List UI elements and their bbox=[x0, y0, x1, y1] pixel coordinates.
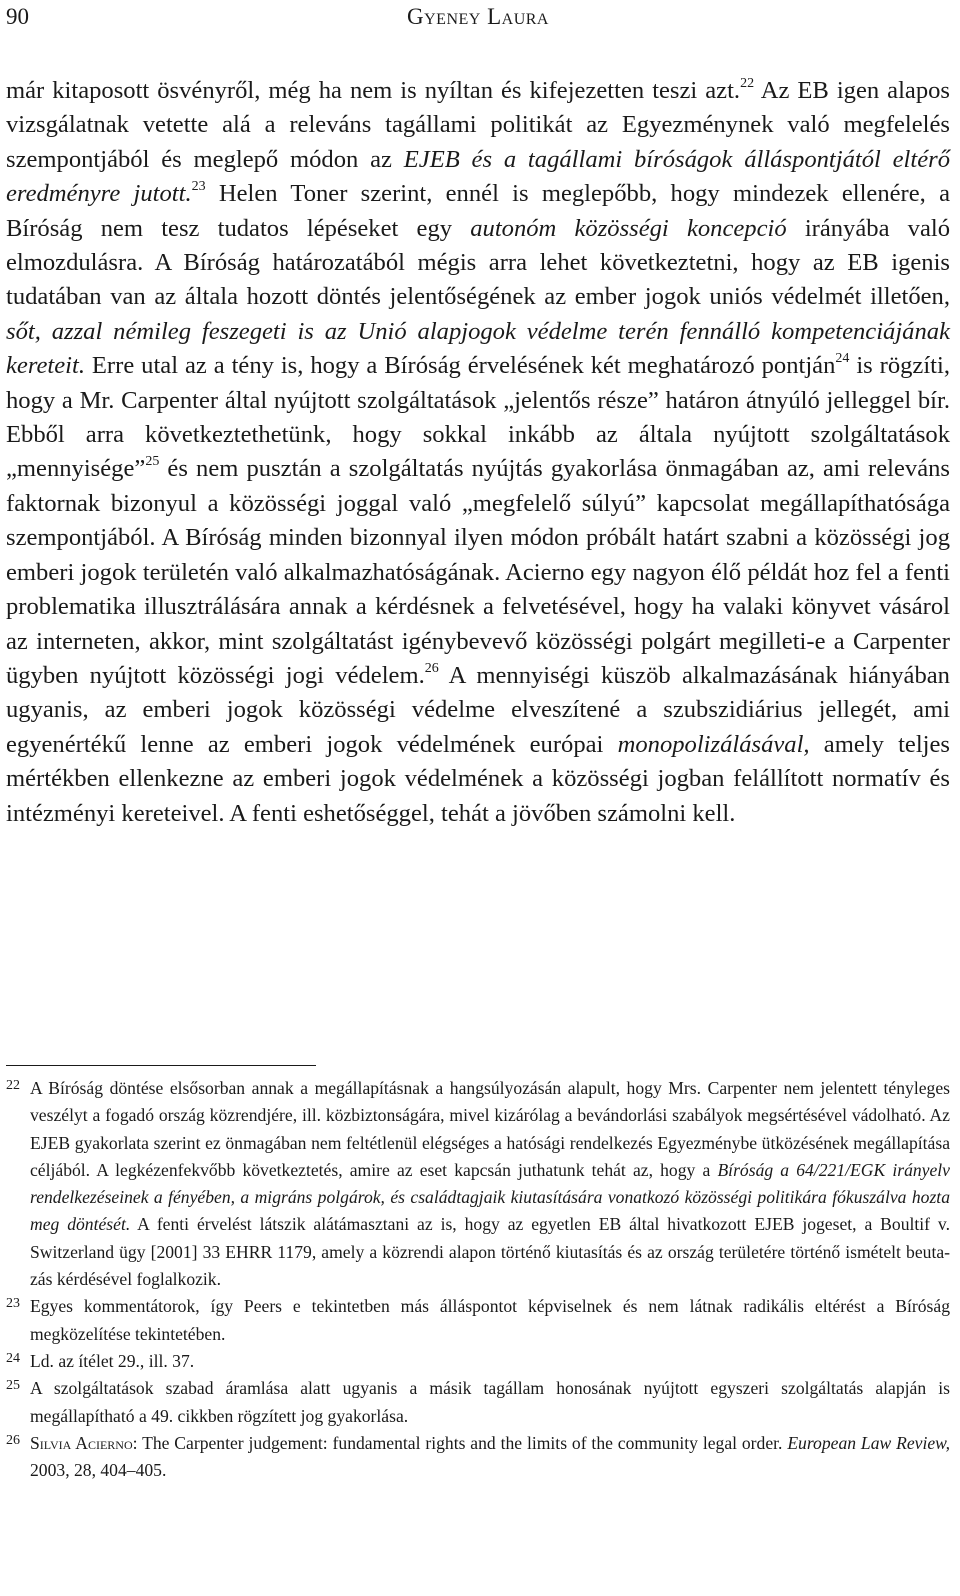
body-text: és nem pusztán a szolgáltatás nyújtás gyakorlása önmagában az, ami releváns faktornak bizonyul a közösségi joggal való „megfelelő súlyú” kapcsolat megállapíthatósága szempontjából. A Bíróság minden bizonnyal ilyen módon próbált határt szabni a közösségi jog emberi jogok területén való alkalmazhatóságának. Acierno egy nagyon élő példát hoz fel a fenti problematika illusztrálására annak a kérdésnek a felvetésével, hogy ha valaki könyvet vásárol az interneten, akkor, mint szolgáltatást igénybevevő közösségi polgárt megilleti-e a Carpenter ügyben nyújtott közösségi jogi védelem. bbox=[6, 455, 950, 689]
body-italic: sőt, azzal némileg feszegeti is az Unió alapjogok védelme terén fennálló kompetenciájának kereteit. bbox=[6, 317, 950, 380]
footnote-ref-24: 24 bbox=[835, 351, 850, 367]
footnotes bbox=[6, 1075, 950, 1484]
footnote-text: 2003, 28, 404–405. bbox=[30, 1460, 167, 1481]
footnote-text: Egyes kommentátorok, így Peers e tekintetben más álláspontot képviselnek és nem látnak radikális eltérést a Bíróság megközelítése tekintetében. bbox=[30, 1296, 950, 1344]
page-header bbox=[6, 4, 950, 40]
footnote-23 bbox=[6, 1293, 950, 1348]
body-italic: EJEB és a tagállami bíróságok álláspontjától eltérő eredményre jutott. bbox=[6, 145, 951, 208]
footnote-number: 24 bbox=[6, 1350, 20, 1366]
footnote-number: 22 bbox=[6, 1078, 20, 1093]
body-text: amely teljes mértékben ellenkezne az emberi jogok védelmének a közösségi jogban felállított normatív és intézményi kereteivel. A fenti eshetőséggel, tehát a jövőben számolni kell. bbox=[6, 730, 950, 827]
footnote-ref-26: 26 bbox=[424, 660, 439, 676]
body-text: irányába való elmozdulásra. A Bíróság határozatából mégis arra lehet következtetni, hogy az EB igenis tudatában van az általa hozott döntés jelentőségének az ember jogok uniós védelmét illetően, bbox=[6, 214, 951, 311]
body-text: Erre utal az a tény is, hogy a Bíróság érvelésének két meghatározó pontján bbox=[84, 352, 836, 380]
body-text: Az EB igen alapos vizsgálatnak vetette alá a releváns tagállami politikát az Egyezménynek való megfelelés szempontjából és meglepő módon az bbox=[6, 77, 951, 173]
footnote-26 bbox=[6, 1430, 950, 1485]
footnote-ref-23: 23 bbox=[191, 179, 206, 195]
footnote-italic: Bíróság a 64/221/EGK irányelv rendelkezéseinek a fényében, a migráns polgárok, és családtagjaik kiutasítására vonatkozó közösségi politikára fókuszálva hozta meg döntését. bbox=[30, 1159, 950, 1235]
footnote-22 bbox=[6, 1075, 950, 1293]
page-number: 90 bbox=[6, 4, 29, 29]
running-head: Gyeney Laura bbox=[407, 4, 549, 29]
footnote-text: : The Carpenter judgement: fundamental rights and the limits of the community legal order. bbox=[132, 1432, 788, 1453]
body-text: Helen Toner szerint, ennél is meglepőbb, hogy mindezek ellenére, a Bíróság nem tesz tudatos lépéseket egy bbox=[6, 180, 950, 242]
footnote-ref-25: 25 bbox=[145, 454, 160, 470]
footnote-text: A Bíróság döntése elsősorban annak a megállapításnak a hangsúlyozásán alapult, hogy Mrs. Carpenter nem jelentett tényleges veszélyt a fogadó ország közrendjére, ill. közbiztonságára, mivel kizárólag a bevándorlási szabályok megsértésével vádolható. Az EJEB gyakorlata szerint ez önmagában nem feltétlenül elégséges a hatósági rendelkezés Egyezménybe ütközésének megállapítása céljából. A legkézenfekvőbb következtetés, amire az eset kapcsán juthatunk tehát az, hogy a bbox=[30, 1078, 950, 1180]
body-italic: monopolizálásával, bbox=[617, 730, 810, 758]
footnote-text: Ld. az ítélet 29., ill. 37. bbox=[30, 1350, 195, 1371]
body-text: már kitaposott ösvényről, még ha nem is nyíltan és kifejezetten teszi azt. bbox=[6, 77, 741, 104]
footnote-text: A fenti érvelést látszik alátámasztani az is, hogy az egyetlen EB által hivatkozott EJEB jogeset, a Boultif v. Switzerland ügy [2001] 33 EHRR 1179, amely a közrendi alapon történő kiutasítás és az ország területére történő ismételt beutazás kérdésével foglalkozik. bbox=[30, 1214, 950, 1290]
footnote-number: 23 bbox=[6, 1296, 20, 1312]
footnote-25 bbox=[6, 1375, 950, 1430]
footnote-number: 26 bbox=[6, 1432, 20, 1448]
footnote-ref-22: 22 bbox=[740, 75, 755, 91]
body-text: is rögzíti, hogy a Mr. Carpenter által nyújtott szolgáltatások „jelentős része” határon átnyúló jelleggel bír. Ebből arra következtethetünk, hogy sokkal inkább az általa nyújtott szolgáltatások „mennyisége” bbox=[6, 352, 950, 483]
body-italic: autonóm közösségi koncepció bbox=[470, 214, 787, 242]
main-text bbox=[6, 74, 950, 831]
footnote-number: 25 bbox=[6, 1378, 20, 1394]
footnote-author: Silvia Acierno bbox=[30, 1432, 133, 1453]
body-paragraph bbox=[6, 74, 950, 831]
footnote-italic: European Law Review, bbox=[787, 1432, 950, 1453]
footnote-divider bbox=[6, 1065, 316, 1066]
body-text: A mennyiségi küszöb alkalmazásának hiányában ugyanis, az emberi jogok közösségi védelme elveszítené a szubszidiárius jellegét, ami egyenértékű lenne az emberi jogok védelmének európai bbox=[6, 661, 950, 758]
footnote-24 bbox=[6, 1348, 950, 1375]
footnote-text: A szolgáltatások szabad áramlása alatt ugyanis a másik tagállam honosának nyújtott egyszeri szolgáltatás alapján is megállapítható a 49. cikkben rögzített jog gyakorlása. bbox=[30, 1378, 950, 1426]
